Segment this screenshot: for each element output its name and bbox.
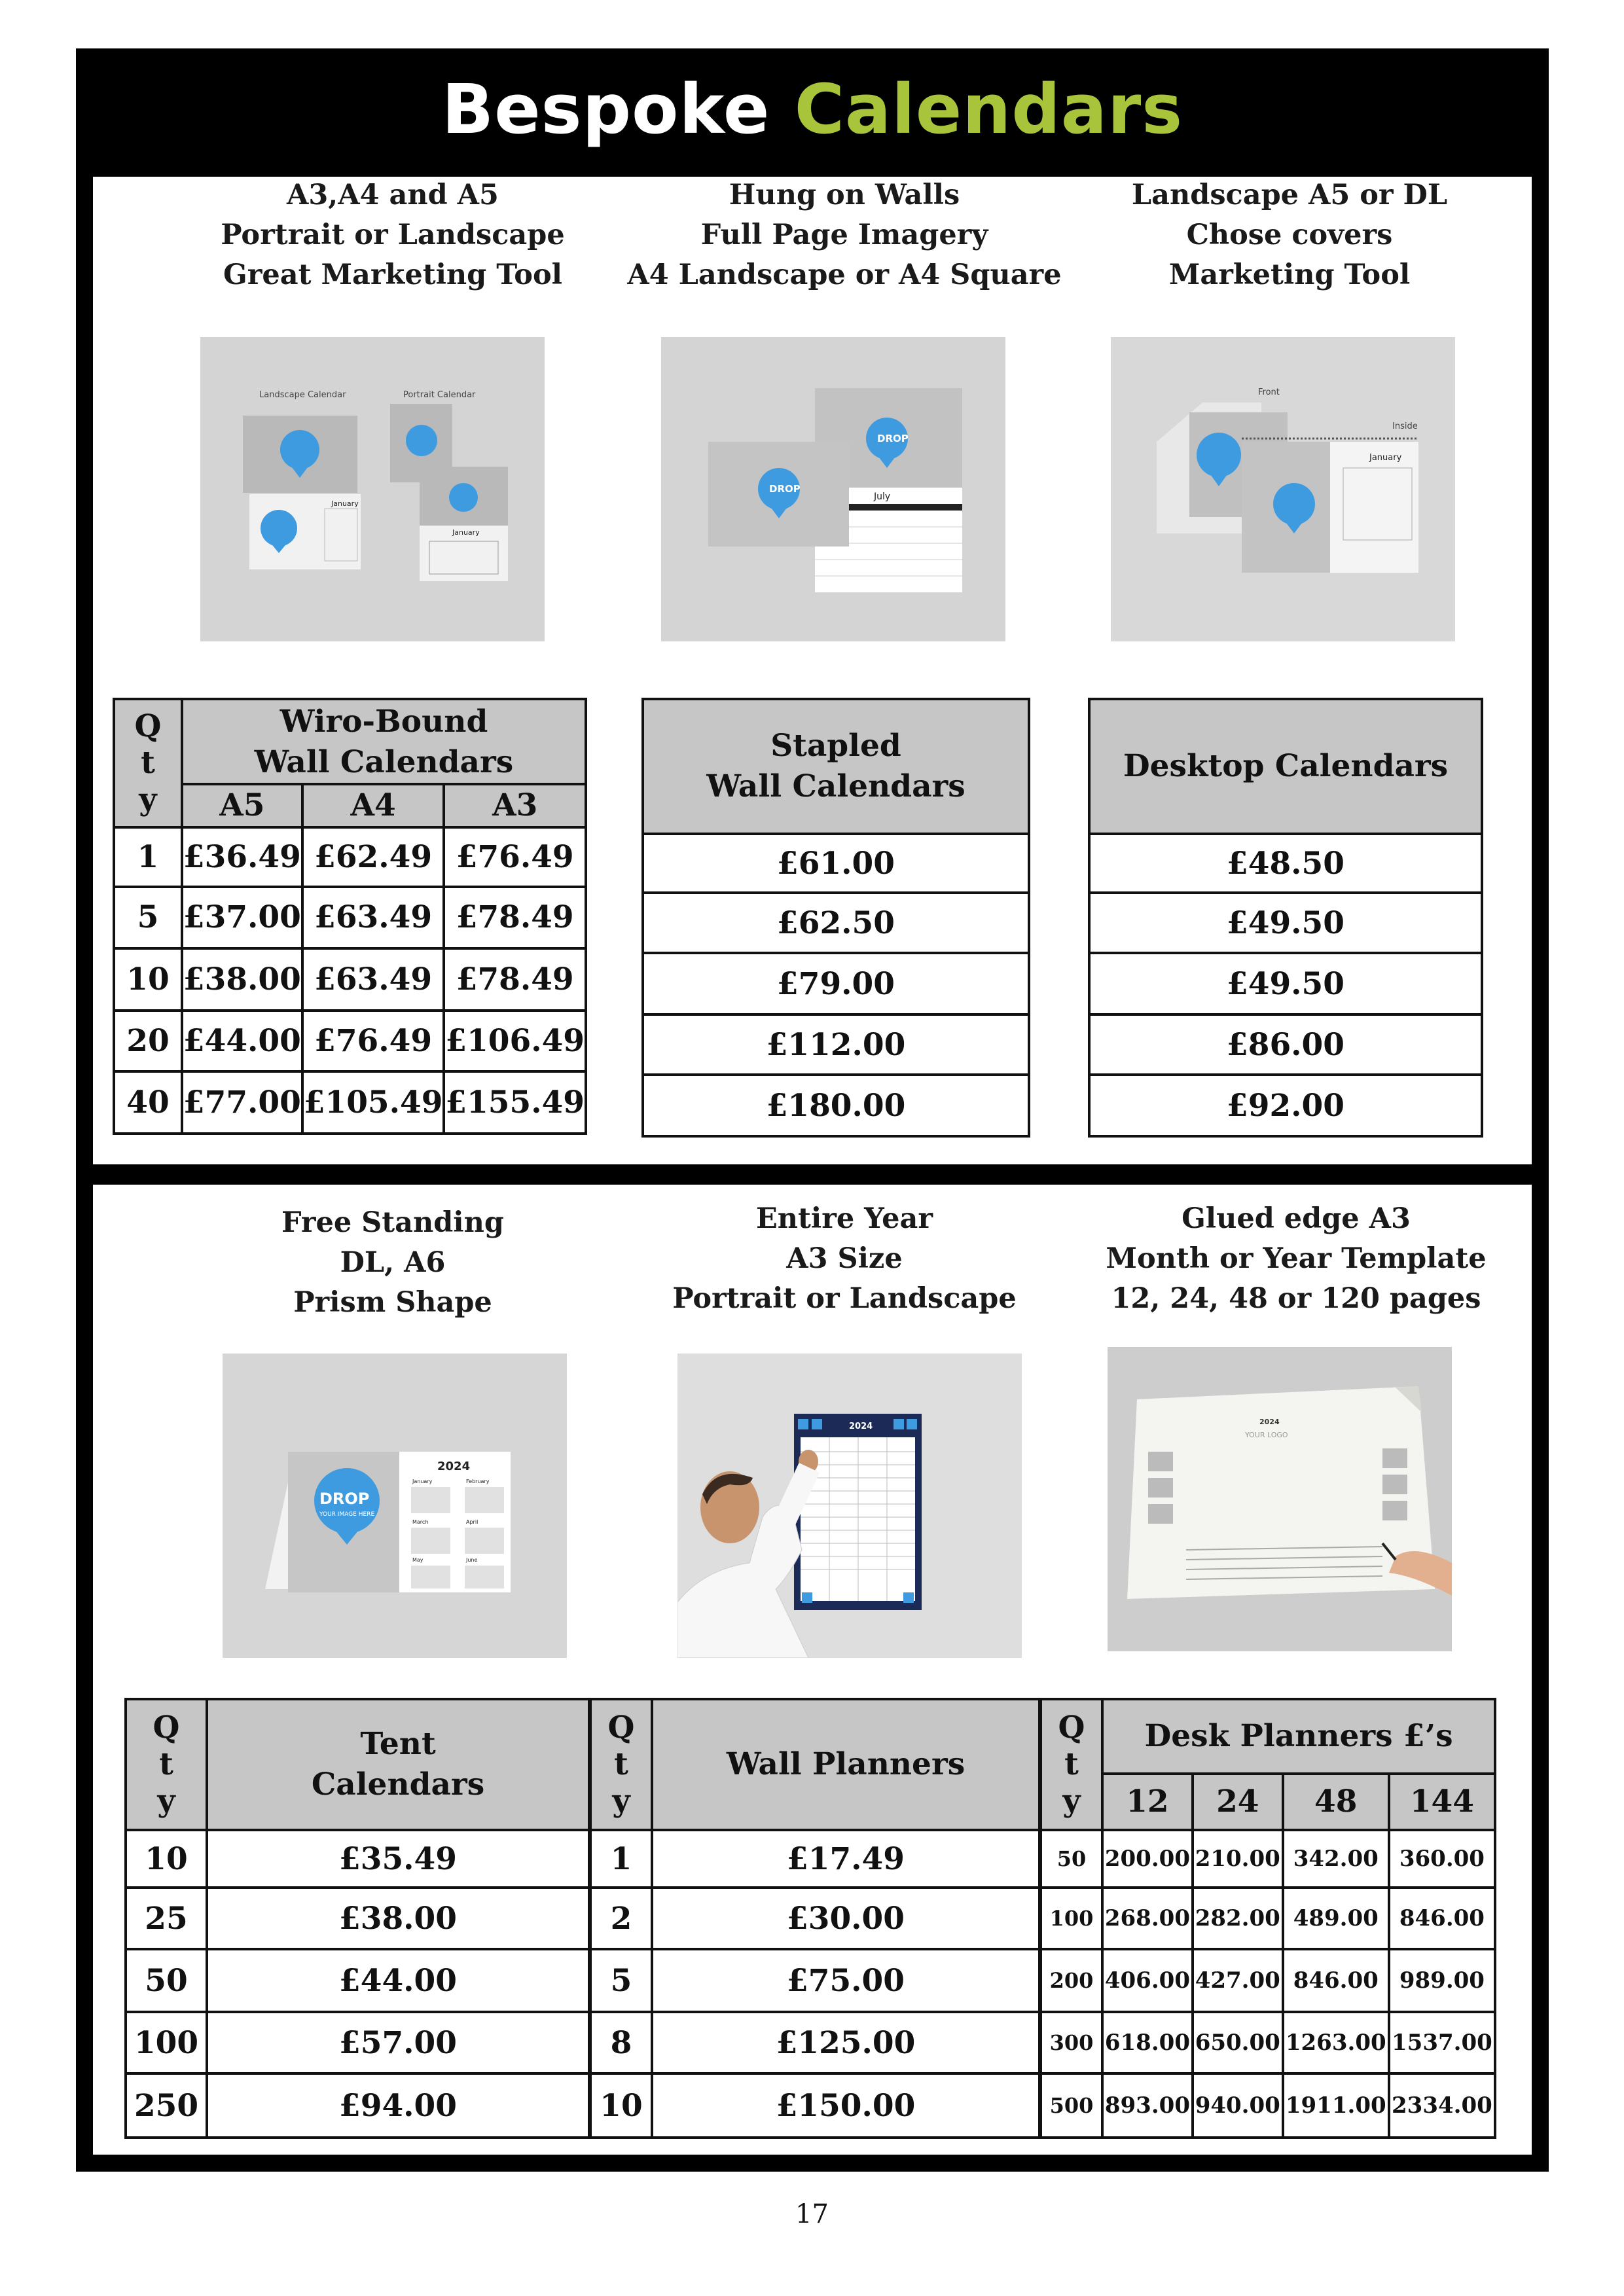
- wall-planner-photo: [677, 1354, 1022, 1658]
- tent-header: Tent Calendars: [207, 1699, 589, 1830]
- size-a4-header: A4: [302, 784, 444, 828]
- stapled-price-table: [641, 698, 1030, 1138]
- table-row: 8 £125.00: [590, 2012, 1039, 2073]
- desk-planner-header: Desk Planners £’s: [1102, 1699, 1495, 1774]
- table-row: 250 £94.00: [126, 2073, 589, 2138]
- desktop-header: Desktop Calendars: [1089, 699, 1482, 834]
- svg-text:2024: 2024: [437, 1460, 471, 1473]
- wiro-calendar-photo: [200, 337, 545, 641]
- table-row: £86.00: [1089, 1014, 1482, 1075]
- table-row: £62.50: [643, 893, 1029, 953]
- table-row: 10 £35.49: [126, 1830, 589, 1888]
- svg-text:January: January: [452, 528, 480, 537]
- svg-text:January: January: [1369, 453, 1402, 463]
- table-row: 2 £30.00: [590, 1888, 1039, 1949]
- table-row: £49.50: [1089, 893, 1482, 953]
- svg-text:Front: Front: [1258, 387, 1280, 397]
- product-caption-wall-calendars: A3,A4 and A5 Portrait or Landscape Great Marketing Tool: [221, 179, 565, 291]
- size-a3-header: A3: [444, 784, 586, 828]
- table-row: 50 200.00 210.00 342.00 360.00: [1041, 1830, 1495, 1888]
- page-title: Bespoke Calendars: [441, 69, 1183, 149]
- table-row: 20 £44.00 £76.49 £106.49: [114, 1011, 586, 1071]
- svg-text:May: May: [412, 1557, 424, 1563]
- table-row: £49.50: [1089, 953, 1482, 1014]
- product-caption-desk-planner: Glued edge A3 Month or Year Template 12, 24, 48 or 120 pages: [1106, 1202, 1487, 1315]
- table-row: 10 £150.00: [590, 2073, 1039, 2138]
- table-row: 40 £77.00 £105.49 £155.49: [114, 1071, 586, 1134]
- table-row: 5 £75.00: [590, 1949, 1039, 2012]
- table-row: £61.00: [643, 834, 1029, 893]
- table-row: 1 £36.49 £62.49 £76.49: [114, 827, 586, 887]
- page-number: 17: [795, 2199, 829, 2229]
- desk-calendar-photo: [1111, 337, 1455, 641]
- tent-price-table: [124, 1698, 590, 2139]
- table-row: 5 £37.00 £63.49 £78.49: [114, 887, 586, 948]
- wall-planner-header: Wall Planners: [652, 1699, 1039, 1830]
- desk-planner-illustration: [1108, 1347, 1452, 1651]
- svg-text:Portrait Calendar: Portrait Calendar: [403, 390, 476, 400]
- wall-planner-price-table: [589, 1698, 1041, 2139]
- qty-header: Q t y: [126, 1699, 207, 1830]
- tent-calendar-illustration: [223, 1354, 567, 1658]
- wiro-bound-header: Wiro-Bound Wall Calendars: [182, 699, 586, 784]
- title-bar: [76, 48, 1549, 177]
- svg-text:February: February: [466, 1479, 490, 1484]
- svg-text:2024: 2024: [1259, 1418, 1280, 1426]
- svg-text:July: July: [874, 492, 891, 502]
- hung-calendar-photo: [661, 337, 1005, 641]
- pages-144-header: 144: [1389, 1774, 1495, 1830]
- product-caption-tent: Free Standing DL, A6 Prism Shape: [281, 1206, 504, 1319]
- table-row: 25 £38.00: [126, 1888, 589, 1949]
- table-row: £92.00: [1089, 1075, 1482, 1136]
- svg-text:April: April: [466, 1519, 478, 1525]
- pages-12-header: 12: [1102, 1774, 1193, 1830]
- table-row: £48.50: [1089, 834, 1482, 893]
- table-row: 500 893.00 940.00 1911.00 2334.00: [1041, 2073, 1495, 2138]
- svg-text:June: June: [466, 1557, 478, 1563]
- table-row: 100 £57.00: [126, 2012, 589, 2073]
- hung-calendar-illustration: [661, 337, 1005, 641]
- wall-planner-illustration: [677, 1354, 1022, 1658]
- product-caption-desk-calendars: Landscape A5 or DL Chose covers Marketing Tool: [1131, 179, 1448, 291]
- table-row: £112.00: [643, 1014, 1029, 1075]
- svg-text:Inside: Inside: [1392, 422, 1418, 431]
- svg-text:Landscape Calendar: Landscape Calendar: [259, 390, 346, 400]
- desktop-price-table: [1088, 698, 1483, 1138]
- qty-header: Q t y: [1041, 1699, 1102, 1830]
- desk-planner-price-table: [1039, 1698, 1496, 2139]
- svg-text:YOUR LOGO: YOUR LOGO: [1245, 1431, 1288, 1439]
- svg-text:2024: 2024: [849, 1422, 873, 1431]
- product-caption-wall-planner: Entire Year A3 Size Portrait or Landscape: [672, 1202, 1017, 1315]
- qty-header: Q t y: [114, 699, 182, 827]
- table-row: 200 406.00 427.00 846.00 989.00: [1041, 1949, 1495, 2012]
- stapled-header: Stapled Wall Calendars: [643, 699, 1029, 834]
- svg-text:January: January: [412, 1479, 433, 1484]
- desk-calendar-illustration: [1111, 337, 1455, 641]
- desk-planner-photo: [1108, 1347, 1452, 1651]
- size-a5-header: A5: [182, 784, 302, 828]
- svg-text:January: January: [331, 499, 359, 508]
- pages-24-header: 24: [1193, 1774, 1283, 1830]
- table-row: 300 618.00 650.00 1263.00 1537.00: [1041, 2012, 1495, 2073]
- svg-text:YOUR IMAGE HERE: YOUR IMAGE HERE: [319, 1511, 375, 1518]
- wiro-calendar-illustration: [200, 337, 545, 641]
- table-row: 100 268.00 282.00 489.00 846.00: [1041, 1888, 1495, 1949]
- table-row: £180.00: [643, 1075, 1029, 1136]
- table-row: 50 £44.00: [126, 1949, 589, 2012]
- svg-text:DROP: DROP: [769, 483, 801, 495]
- table-row: 1 £17.49: [590, 1830, 1039, 1888]
- svg-text:DROP: DROP: [319, 1490, 370, 1508]
- pages-48-header: 48: [1283, 1774, 1389, 1830]
- wiro-bound-price-table: [113, 698, 587, 1135]
- product-caption-hung-calendars: Hung on Walls Full Page Imagery A4 Landscape or A4 Square: [627, 179, 1062, 291]
- svg-text:DROP: DROP: [877, 433, 909, 444]
- svg-text:March: March: [412, 1519, 429, 1525]
- table-row: 10 £38.00 £63.49 £78.49: [114, 948, 586, 1011]
- qty-header: Q t y: [590, 1699, 652, 1830]
- table-row: £79.00: [643, 953, 1029, 1014]
- tent-calendar-photo: [223, 1354, 567, 1658]
